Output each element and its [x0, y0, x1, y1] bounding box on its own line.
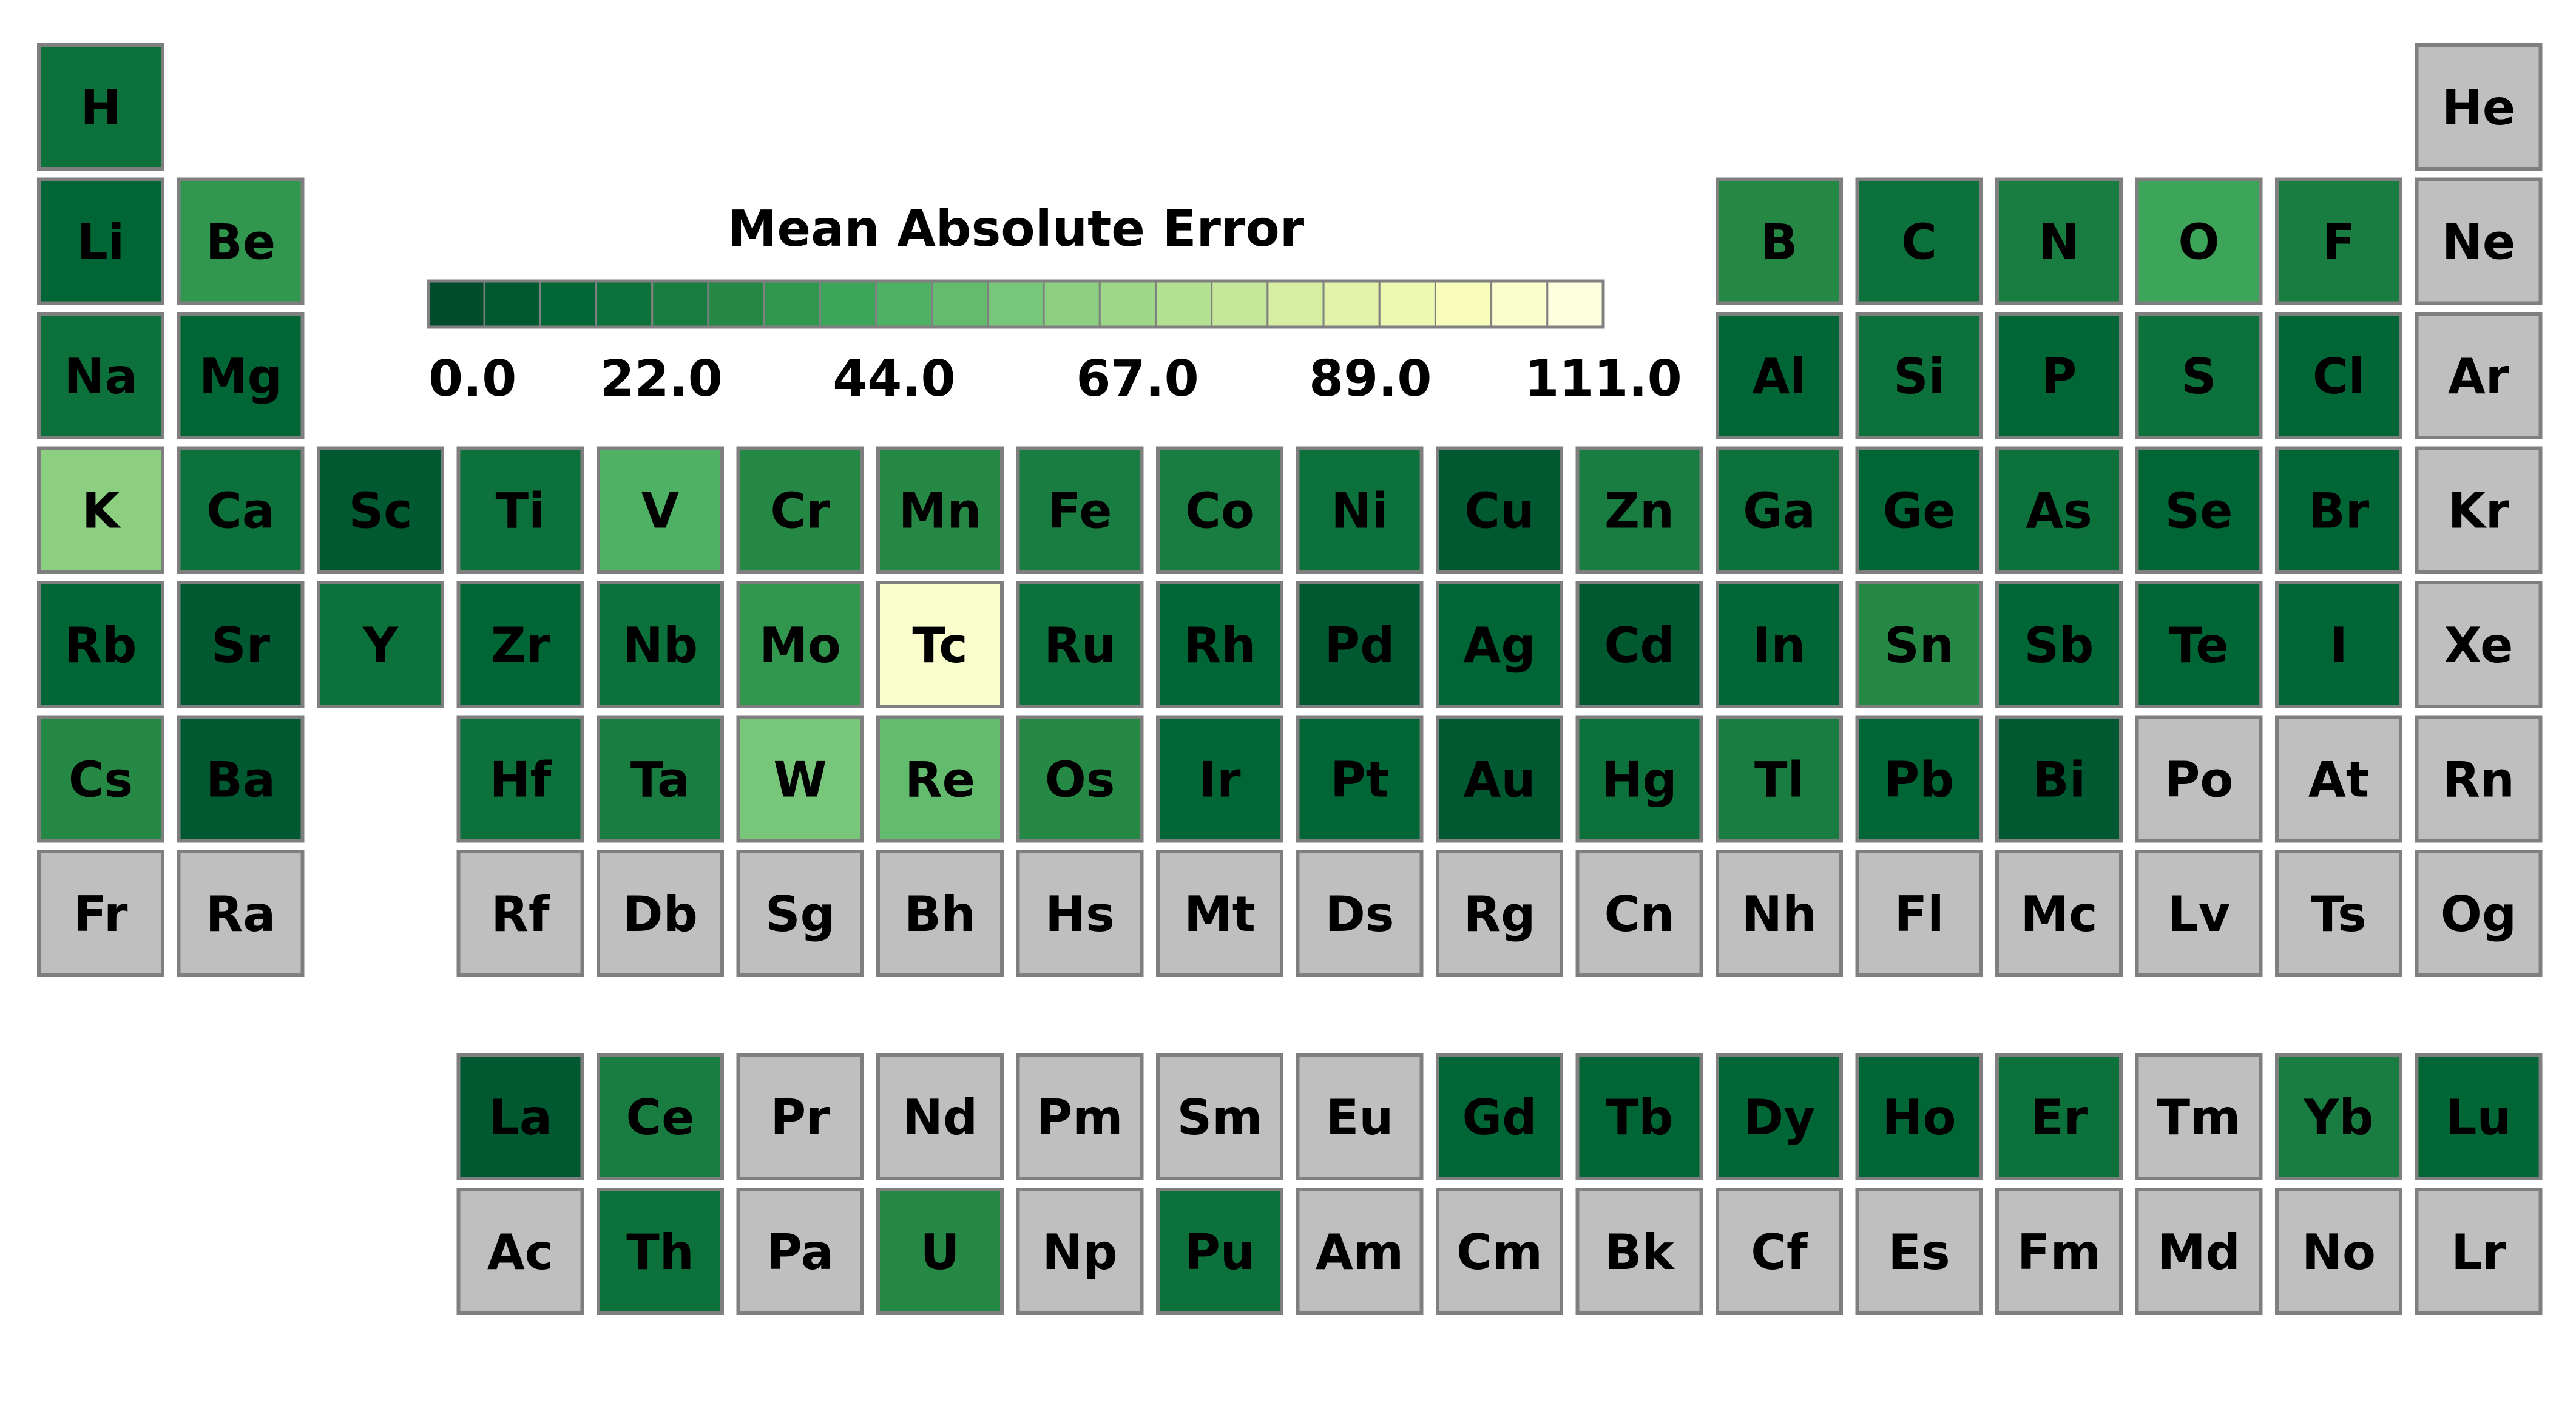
element-la	[459, 1055, 583, 1179]
element-symbol: As	[2026, 482, 2092, 540]
element-th	[598, 1189, 722, 1313]
element-symbol: Bi	[2032, 751, 2086, 808]
element-symbol: Md	[2157, 1224, 2240, 1281]
element-symbol: B	[1760, 214, 1798, 271]
element-gd	[1438, 1055, 1561, 1179]
element-tm	[2137, 1055, 2261, 1179]
element-symbol: Li	[76, 214, 125, 271]
element-sr	[179, 583, 303, 706]
element-hf	[459, 717, 583, 841]
element-symbol: Pb	[1884, 751, 1955, 808]
element-symbol: Fl	[1894, 886, 1944, 942]
element-symbol: Pt	[1330, 751, 1389, 808]
element-h	[39, 45, 163, 169]
element-symbol: No	[2302, 1224, 2376, 1281]
element-symbol: Tb	[1605, 1089, 1674, 1146]
element-symbol: Nb	[622, 617, 698, 674]
colorbar-bin	[764, 281, 820, 327]
element-lv	[2137, 851, 2261, 975]
element-symbol: Er	[2030, 1089, 2088, 1146]
element-ar	[2417, 314, 2541, 438]
colorbar-tick-label: 22.0	[600, 350, 723, 408]
element-xe	[2417, 583, 2541, 706]
element-ag	[1438, 583, 1561, 706]
element-te	[2137, 583, 2261, 706]
element-cm	[1438, 1189, 1561, 1313]
element-k	[39, 448, 163, 572]
element-symbol: La	[488, 1089, 552, 1146]
element-symbol: Br	[2308, 482, 2370, 540]
element-og	[2417, 851, 2541, 975]
element-symbol: Cn	[1604, 886, 1675, 942]
colorbar-tick-label: 0.0	[428, 350, 517, 408]
element-symbol: Cu	[1464, 482, 1535, 540]
element-symbol: Gd	[1462, 1089, 1537, 1146]
element-symbol: Lv	[2167, 886, 2231, 942]
element-pb	[1858, 717, 1981, 841]
element-symbol: O	[2178, 214, 2220, 271]
element-symbol: Ge	[1882, 482, 1956, 540]
element-symbol: Fe	[1047, 482, 1112, 540]
element-dy	[1717, 1055, 1841, 1179]
element-symbol: Nh	[1742, 886, 1817, 942]
element-symbol: Sr	[211, 617, 271, 674]
element-bi	[1997, 717, 2121, 841]
element-rf	[459, 851, 583, 975]
element-symbol: Th	[626, 1224, 694, 1281]
element-symbol: In	[1753, 617, 1806, 674]
element-po	[2137, 717, 2261, 841]
element-symbol: Ag	[1463, 617, 1536, 674]
element-symbol: Ho	[1882, 1089, 1956, 1146]
element-symbol: Y	[363, 617, 398, 674]
element-symbol: F	[2322, 214, 2356, 271]
element-symbol: Fm	[2017, 1224, 2101, 1281]
element-am	[1298, 1189, 1422, 1313]
element-ti	[459, 448, 583, 572]
colorbar-bin	[1323, 281, 1379, 327]
element-symbol: V	[641, 482, 679, 540]
element-symbol: Ta	[630, 751, 691, 808]
element-sg	[739, 851, 862, 975]
colorbar-title: Mean Absolute Error	[727, 200, 1305, 258]
colorbar-bin	[1547, 281, 1603, 327]
element-li	[39, 180, 163, 303]
element-ts	[2277, 851, 2401, 975]
element-symbol: Hg	[1601, 751, 1677, 808]
element-mg	[179, 314, 303, 438]
element-hg	[1578, 717, 1702, 841]
element-ne	[2417, 180, 2541, 303]
colorbar-bin	[1435, 281, 1491, 327]
element-cf	[1717, 1189, 1841, 1313]
element-symbol: Ce	[626, 1089, 695, 1146]
element-symbol: Be	[205, 214, 276, 271]
element-mt	[1158, 851, 1282, 975]
element-symbol: Kr	[2447, 482, 2510, 540]
element-bh	[878, 851, 1002, 975]
element-md	[2137, 1189, 2261, 1313]
element-se	[2137, 448, 2261, 572]
element-symbol: Rh	[1183, 617, 1256, 674]
element-ge	[1858, 448, 1981, 572]
element-as	[1997, 448, 2121, 572]
element-he	[2417, 45, 2541, 169]
colorbar-bin	[1100, 281, 1155, 327]
colorbar-bin	[1044, 281, 1100, 327]
element-symbol: Mn	[898, 482, 982, 540]
element-symbol: Np	[1042, 1224, 1118, 1281]
colorbar-bin	[820, 281, 876, 327]
colorbar-bin	[1212, 281, 1268, 327]
colorbar-bin	[652, 281, 708, 327]
element-pd	[1298, 583, 1422, 706]
element-symbol: Dy	[1743, 1089, 1816, 1146]
element-symbol: Ir	[1198, 751, 1241, 808]
element-symbol: Ar	[2447, 348, 2510, 405]
element-db	[598, 851, 722, 975]
colorbar-bin	[708, 281, 764, 327]
element-sn	[1858, 583, 1981, 706]
element-symbol: Rf	[491, 886, 550, 942]
colorbar-ticks	[428, 350, 1682, 408]
element-i	[2277, 583, 2401, 706]
element-sm	[1158, 1055, 1282, 1179]
element-si	[1858, 314, 1981, 438]
element-co	[1158, 448, 1282, 572]
element-pr	[739, 1055, 862, 1179]
element-os	[1018, 717, 1142, 841]
element-symbol: Bk	[1604, 1224, 1674, 1281]
element-y	[319, 583, 442, 706]
element-fl	[1858, 851, 1981, 975]
element-symbol: Rg	[1463, 886, 1536, 942]
element-symbol: Mt	[1184, 886, 1256, 942]
element-symbol: Mg	[199, 348, 282, 405]
element-np	[1018, 1189, 1142, 1313]
element-kr	[2417, 448, 2541, 572]
element-symbol: U	[920, 1224, 960, 1281]
colorbar-bin	[988, 281, 1044, 327]
element-ac	[459, 1189, 583, 1313]
element-b	[1717, 180, 1841, 303]
element-symbol: Lu	[2446, 1089, 2512, 1146]
element-symbol: Sc	[348, 482, 413, 540]
element-pu	[1158, 1189, 1282, 1313]
element-symbol: H	[80, 80, 121, 136]
element-symbol: Ts	[2311, 886, 2367, 942]
element-s	[2137, 314, 2261, 438]
element-rb	[39, 583, 163, 706]
colorbar-bin	[1155, 281, 1211, 327]
element-v	[598, 448, 722, 572]
element-symbol: C	[1901, 214, 1937, 271]
element-nd	[878, 1055, 1002, 1179]
element-lu	[2417, 1055, 2541, 1179]
element-c	[1858, 180, 1981, 303]
element-symbol: Ne	[2441, 214, 2516, 271]
element-symbol: Nd	[902, 1089, 978, 1146]
element-symbol: Bh	[904, 886, 976, 942]
colorbar-bin	[1492, 281, 1547, 327]
element-symbol: Tc	[912, 617, 968, 674]
element-symbol: Ga	[1743, 482, 1816, 540]
element-nb	[598, 583, 722, 706]
element-symbol: He	[2441, 80, 2516, 136]
element-symbol: Cm	[1456, 1224, 1543, 1281]
colorbar-tick-label: 89.0	[1309, 350, 1432, 408]
element-symbol: I	[2330, 617, 2348, 674]
element-symbol: Ds	[1325, 886, 1394, 942]
colorbar-bin	[876, 281, 932, 327]
element-no	[2277, 1189, 2401, 1313]
element-symbol: Pm	[1036, 1089, 1123, 1146]
element-symbol: Zn	[1604, 482, 1674, 540]
element-symbol: Pu	[1185, 1224, 1255, 1281]
element-symbol: Sb	[2024, 617, 2094, 674]
element-symbol: Si	[1893, 348, 1946, 405]
colorbar-bin	[484, 281, 540, 327]
element-symbol: Mc	[2020, 886, 2098, 942]
element-symbol: Ti	[495, 482, 546, 540]
element-cd	[1578, 583, 1702, 706]
element-na	[39, 314, 163, 438]
element-symbol: Am	[1315, 1224, 1404, 1281]
element-symbol: Sg	[765, 886, 835, 942]
element-symbol: Se	[2165, 482, 2233, 540]
element-symbol: Pd	[1324, 617, 1395, 674]
element-symbol: Ra	[205, 886, 276, 942]
colorbar-bin	[540, 281, 596, 327]
element-symbol: Cl	[2312, 348, 2365, 405]
element-mn	[878, 448, 1002, 572]
element-symbol: P	[2041, 348, 2077, 405]
element-symbol: Ba	[206, 751, 276, 808]
element-mc	[1997, 851, 2121, 975]
element-symbol: Yb	[2304, 1089, 2374, 1146]
element-cs	[39, 717, 163, 841]
element-symbol: Hf	[489, 751, 552, 808]
element-symbol: Ac	[487, 1224, 554, 1281]
element-in	[1717, 583, 1841, 706]
element-ra	[179, 851, 303, 975]
element-symbol: Te	[2169, 617, 2229, 674]
element-at	[2277, 717, 2401, 841]
element-symbol: Mo	[759, 617, 841, 674]
element-sc	[319, 448, 442, 572]
element-symbol: Sn	[1884, 617, 1954, 674]
colorbar-bin	[1379, 281, 1435, 327]
element-symbol: Ca	[206, 482, 275, 540]
element-symbol: Tl	[1754, 751, 1804, 808]
element-w	[739, 717, 862, 841]
element-symbol: Og	[2440, 886, 2517, 942]
element-hs	[1018, 851, 1142, 975]
element-symbol: Tm	[2157, 1089, 2241, 1146]
element-ba	[179, 717, 303, 841]
colorbar-bin	[1268, 281, 1323, 327]
element-symbol: Re	[905, 751, 975, 808]
element-lr	[2417, 1189, 2541, 1313]
element-symbol: Ni	[1331, 482, 1388, 540]
element-symbol: Co	[1185, 482, 1254, 540]
element-ta	[598, 717, 722, 841]
element-symbol: Cd	[1604, 617, 1675, 674]
colorbar-tick-label: 44.0	[833, 350, 956, 408]
element-p	[1997, 314, 2121, 438]
element-symbol: Es	[1888, 1224, 1950, 1281]
element-ce	[598, 1055, 722, 1179]
element-symbol: W	[773, 751, 827, 808]
element-zr	[459, 583, 583, 706]
colorbar-tick-label: 111.0	[1524, 350, 1682, 408]
colorbar-tick-label: 67.0	[1076, 350, 1199, 408]
element-fm	[1997, 1189, 2121, 1313]
element-mo	[739, 583, 862, 706]
element-symbol: Os	[1044, 751, 1115, 808]
colorbar-bin	[932, 281, 988, 327]
element-pt	[1298, 717, 1422, 841]
element-nh	[1717, 851, 1841, 975]
element-symbol: Pa	[766, 1224, 834, 1281]
element-symbol: N	[2038, 214, 2080, 271]
element-cr	[739, 448, 862, 572]
element-symbol: K	[82, 482, 120, 540]
element-symbol: Po	[2164, 751, 2234, 808]
colorbar-bin	[428, 281, 484, 327]
element-symbol: Cr	[770, 482, 830, 540]
element-symbol: Al	[1752, 348, 1807, 405]
element-symbol: Xe	[2444, 617, 2513, 674]
element-symbol: Zr	[490, 617, 550, 674]
element-symbol: Na	[64, 348, 138, 405]
element-tl	[1717, 717, 1841, 841]
element-eu	[1298, 1055, 1422, 1179]
element-es	[1858, 1189, 1981, 1313]
element-symbol: Cf	[1751, 1224, 1808, 1281]
element-er	[1997, 1055, 2121, 1179]
element-symbol: Cs	[68, 751, 134, 808]
element-symbol: S	[2181, 348, 2217, 405]
element-be	[179, 180, 303, 303]
element-au	[1438, 717, 1561, 841]
element-u	[878, 1189, 1002, 1313]
element-symbol: At	[2308, 751, 2370, 808]
element-ir	[1158, 717, 1282, 841]
colorbar	[428, 200, 1682, 408]
element-symbol: Db	[623, 886, 698, 942]
element-rg	[1438, 851, 1561, 975]
element-fe	[1018, 448, 1142, 572]
element-pa	[739, 1189, 862, 1313]
element-symbol: Eu	[1325, 1089, 1394, 1146]
element-n	[1997, 180, 2121, 303]
element-symbol: Pr	[770, 1089, 830, 1146]
element-pm	[1018, 1055, 1142, 1179]
element-zn	[1578, 448, 1702, 572]
element-ho	[1858, 1055, 1981, 1179]
element-rn	[2417, 717, 2541, 841]
element-cl	[2277, 314, 2401, 438]
element-symbol: Lr	[2451, 1224, 2506, 1281]
element-symbol: Ru	[1044, 617, 1116, 674]
element-cu	[1438, 448, 1561, 572]
element-fr	[39, 851, 163, 975]
element-symbol: Fr	[73, 886, 128, 942]
element-symbol: Au	[1463, 751, 1536, 808]
element-symbol: Rn	[2442, 751, 2515, 808]
element-f	[2277, 180, 2401, 303]
element-tb	[1578, 1055, 1702, 1179]
element-o	[2137, 180, 2261, 303]
element-rh	[1158, 583, 1282, 706]
element-ds	[1298, 851, 1422, 975]
colorbar-bin	[597, 281, 652, 327]
element-re	[878, 717, 1002, 841]
element-ru	[1018, 583, 1142, 706]
element-ga	[1717, 448, 1841, 572]
element-symbol: Rb	[64, 617, 137, 674]
colorbar-bins	[428, 281, 1603, 327]
element-symbol: Sm	[1177, 1089, 1263, 1146]
element-symbol: Hs	[1045, 886, 1115, 942]
element-cn	[1578, 851, 1702, 975]
element-yb	[2277, 1055, 2401, 1179]
element-tc	[878, 583, 1002, 706]
element-sb	[1997, 583, 2121, 706]
element-ni	[1298, 448, 1422, 572]
element-al	[1717, 314, 1841, 438]
element-bk	[1578, 1189, 1702, 1313]
element-br	[2277, 448, 2401, 572]
element-ca	[179, 448, 303, 572]
